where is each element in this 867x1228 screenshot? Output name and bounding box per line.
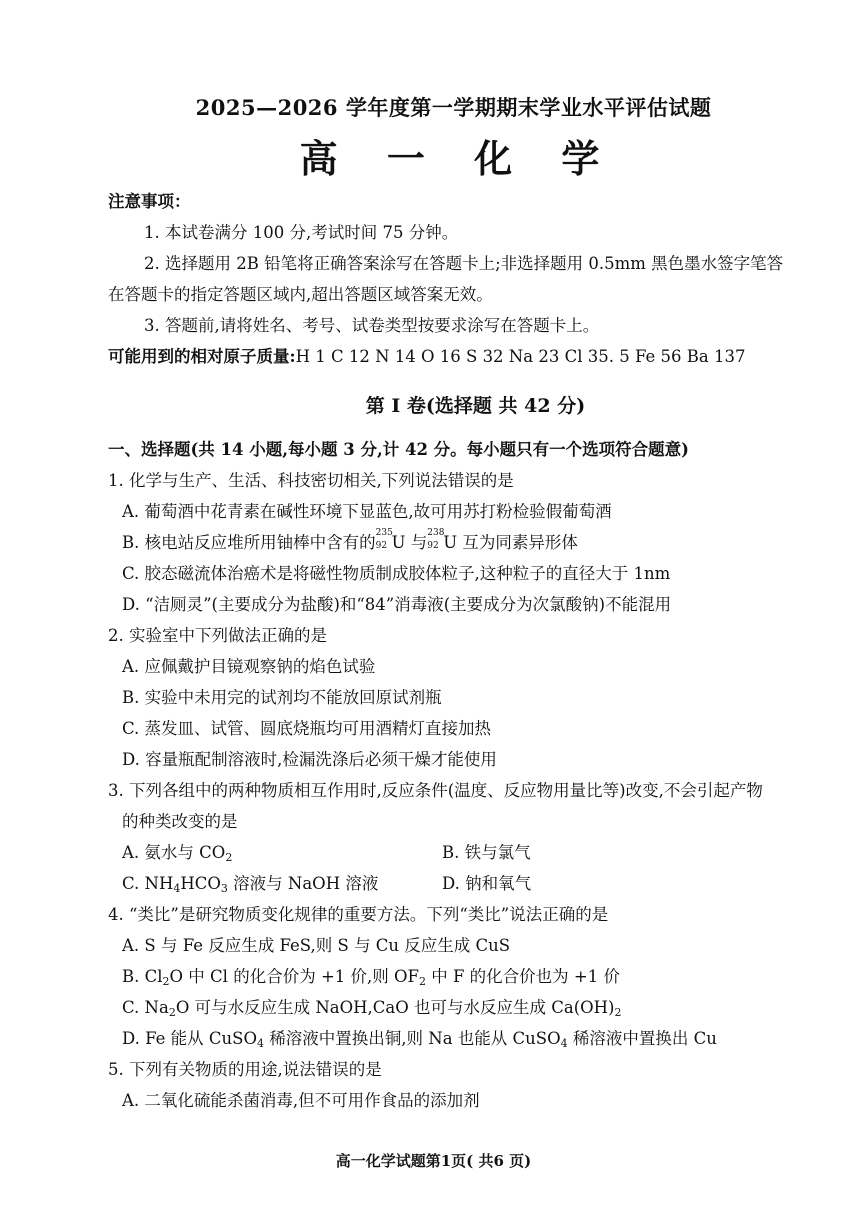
subscript: 4 <box>257 1037 265 1050</box>
subscript: 2 <box>225 851 233 864</box>
question-3-option-d: D. 钠和氧气 <box>442 874 532 893</box>
part-heading: 一、选择题(共 14 小题,每小题 3 分,计 42 分。每小题只有一个选项符合题意) <box>108 440 689 459</box>
note-item-3: 3. 答题前,请将姓名、考号、试卷类型按要求涂写在答题卡上。 <box>144 316 600 335</box>
question-2-option-a: A. 应佩戴护目镜观察钠的焰色试验 <box>122 657 376 676</box>
question-2-stem: 2. 实验室中下列做法正确的是 <box>108 626 327 645</box>
question-3-options-row-2 <box>108 868 843 899</box>
question-2-option-c: C. 蒸发皿、试管、圆底烧瓶均可用酒精灯直接加热 <box>122 719 492 738</box>
option-b-prefix: B. 核电站反应堆所用铀棒中含有的 <box>122 533 376 552</box>
mass-number: 238 <box>427 528 445 538</box>
note-item-2-line-1: 2. 选择题用 2B 铅笔将正确答案涂写在答题卡上;非选择题用 0.5mm 黑色墨水签字笔答 <box>144 254 784 273</box>
option-text: 稀溶液中置换出 Cu <box>567 1029 717 1048</box>
subscript: 3 <box>220 882 228 895</box>
mass-number: 235 <box>375 528 393 538</box>
question-3-option-a <box>108 837 428 868</box>
section-title: 第 Ⅰ 卷(选择题 共 42 分) <box>365 395 586 417</box>
subject-title: 高 一 化 学 <box>299 136 618 181</box>
subscript: 2 <box>614 1006 622 1019</box>
question-3-stem-line-1: 3. 下列各组中的两种物质相互作用时,反应条件(温度、反应物用量比等)改变,不会引起产物 <box>108 781 763 800</box>
option-text: A. 氨水与 CO <box>122 843 226 862</box>
question-5-stem: 5. 下列有关物质的用途,说法错误的是 <box>108 1060 382 1079</box>
question-4-option-c <box>108 992 843 1023</box>
question-1-option-d: D. “洁厕灵”(主要成分为盐酸)和“84”消毒液(主要成分为次氯酸钠)不能混用 <box>122 595 672 614</box>
option-text: C. Na <box>122 998 169 1017</box>
atomic-masses <box>108 341 843 372</box>
question-1-option-a: A. 葡萄酒中花青素在碱性环境下显蓝色,故可用苏打粉检验假葡萄酒 <box>122 502 612 521</box>
isotope-u238 <box>427 528 445 551</box>
atomic-number: 92 <box>375 541 388 551</box>
subscript: 2 <box>162 975 170 988</box>
isotope-u235 <box>375 528 393 551</box>
option-text: 稀溶液中置换出铜,则 Na 也能从 CuSO <box>264 1029 561 1048</box>
exam-header <box>0 92 867 183</box>
question-2-option-b: B. 实验中未用完的试剂均不能放回原试剂瓶 <box>122 688 442 707</box>
question-1-option-c: C. 胶态磁流体治癌术是将磁性物质制成胶体粒子,这种粒子的直径大于 1nm <box>122 564 671 583</box>
question-4-option-b <box>108 961 843 992</box>
option-text: C. NH <box>122 874 174 893</box>
option-text: O 中 Cl 的化合价为 +1 价,则 OF <box>169 967 419 986</box>
question-3-option-c <box>108 868 428 899</box>
subscript: 4 <box>560 1037 568 1050</box>
note-item-2-line-2: 在答题卡的指定答题区域内,超出答题区域答案无效。 <box>108 285 493 304</box>
option-text: HCO <box>180 874 221 893</box>
question-4-stem: 4. “类比”是研究物质变化规律的重要方法。下列“类比”说法正确的是 <box>108 905 609 924</box>
exam-content <box>108 186 843 1116</box>
subscript: 2 <box>418 975 426 988</box>
subscript: 4 <box>173 882 181 895</box>
notes-heading: 注意事项： <box>108 192 191 211</box>
subscript: 2 <box>168 1006 176 1019</box>
option-text: 中 F 的化合价也为 +1 价 <box>425 967 620 986</box>
atomic-masses-label: 可能用到的相对原子质量: <box>108 347 296 366</box>
note-item-1: 1. 本试卷满分 100 分,考试时间 75 分钟。 <box>144 223 459 242</box>
question-4-option-d <box>108 1023 843 1054</box>
question-1-option-b <box>108 527 843 558</box>
option-text: B. Cl <box>122 967 163 986</box>
question-1-stem: 1. 化学与生产、生活、科技密切相关,下列说法错误的是 <box>108 471 514 490</box>
question-4-option-a: A. S 与 Fe 反应生成 FeS,则 S 与 Cu 反应生成 CuS <box>122 936 511 955</box>
isotope-element: U 与 <box>391 533 428 552</box>
option-text: D. Fe 能从 CuSO <box>122 1029 258 1048</box>
page-footer: 高一化学试题第1页( 共6 页) <box>335 1152 532 1170</box>
question-3-option-b: B. 铁与氯气 <box>442 843 531 862</box>
exam-title: 2025—2026 学年度第一学期期末学业水平评估试题 <box>195 95 712 120</box>
question-3-stem-line-2: 的种类改变的是 <box>122 812 238 831</box>
question-2-option-d: D. 容量瓶配制溶液时,检漏洗涤后必须干燥才能使用 <box>122 750 497 769</box>
option-b-suffix: U 互为同素异形体 <box>443 533 578 552</box>
option-text: O 可与水反应生成 NaOH,CaO 也可与水反应生成 Ca(OH) <box>175 998 615 1017</box>
atomic-number: 92 <box>427 541 439 551</box>
atomic-masses-values: H 1 C 12 N 14 O 16 S 32 Na 23 Cl 35. 5 Fe 56 Ba 137 <box>295 347 746 366</box>
question-3-options-row-1 <box>108 837 843 868</box>
option-text: 溶液与 NaOH 溶液 <box>227 874 379 893</box>
question-5-option-a: A. 二氧化硫能杀菌消毒,但不可用作食品的添加剂 <box>122 1091 480 1110</box>
